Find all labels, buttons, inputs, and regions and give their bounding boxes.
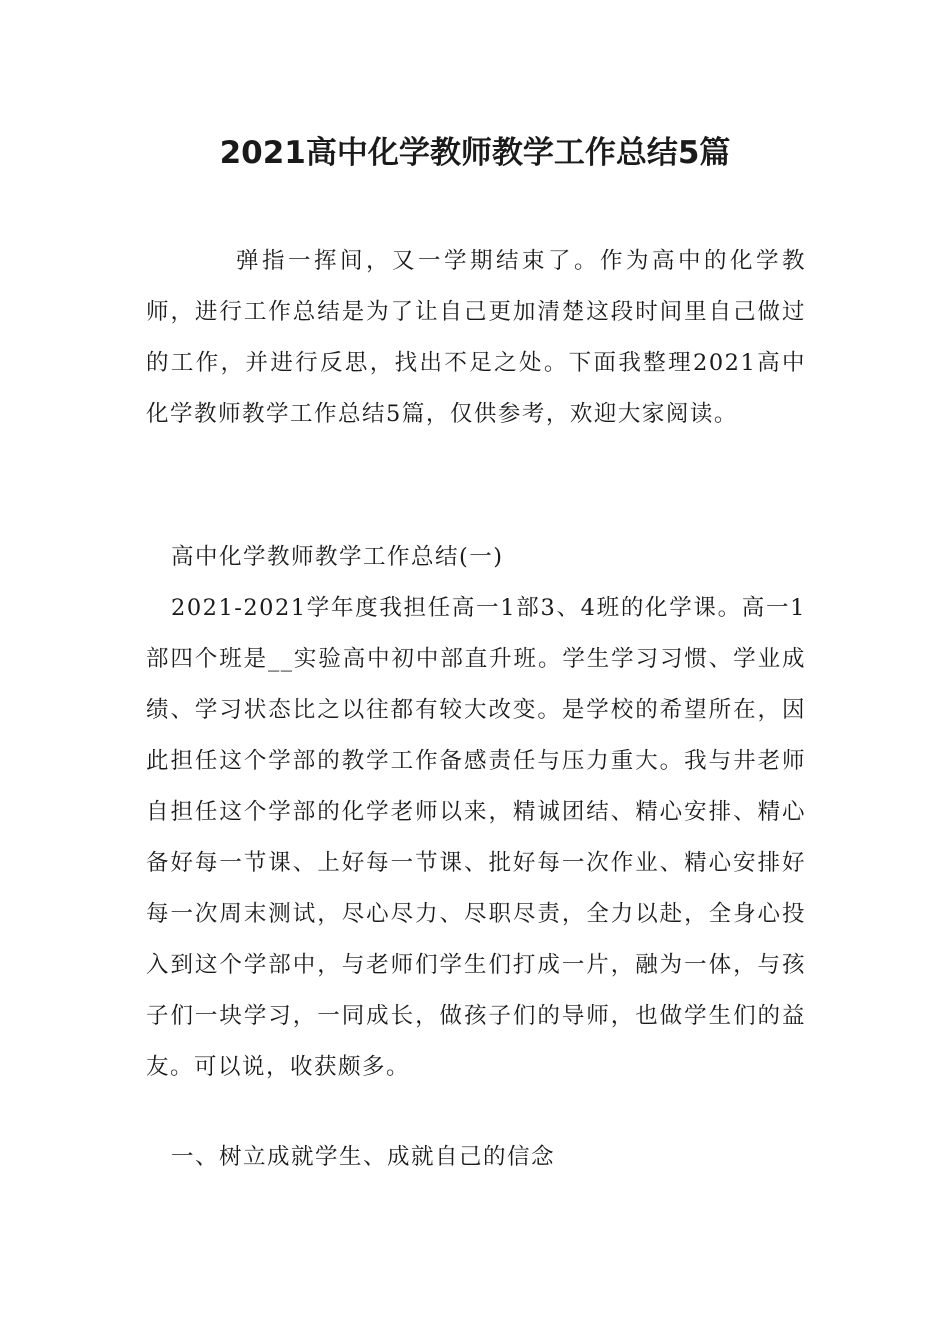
body-paragraph: 2021-2021学年度我担任高一1部3、4班的化学课。高一1部四个班是__实验高中初中部直升班。学生学习习惯、学业成绩、学习状态比之以往都有较大改变。是学校的希望所在，因此担任这个学部的教学工作备感责任与压力重大。我与井老师自担任这个学部的化学老师以来，精诚团结、精心安排、精心备好每一节课、上好每一节课、批好每一次作业、精心安排好每一次周末测试，尽心尽力、尽职尽责，全力以赴，全身心投入到这个学部中，与老师们学生们打成一片，融为一体，与孩子们一块学习，一同成长，做孩子们的导师，也做学生们的益友。可以说，收获颇多。	[146, 595, 806, 1080]
sub-heading: 一、树立成就学生、成就自己的信念	[171, 1144, 556, 1170]
section-heading: 高中化学教师教学工作总结(一)	[171, 544, 504, 570]
intro-paragraph: 弹指一挥间，又一学期结束了。作为高中的化学教师，进行工作总结是为了让自己更加清楚这段时间里自己做过的工作，并进行反思，找出不足之处。下面我整理2021高中化学教师教学工作总结5篇，仅供参考，欢迎大家阅读。	[146, 248, 806, 427]
document-title: 2021高中化学教师教学工作总结5篇	[219, 135, 731, 171]
